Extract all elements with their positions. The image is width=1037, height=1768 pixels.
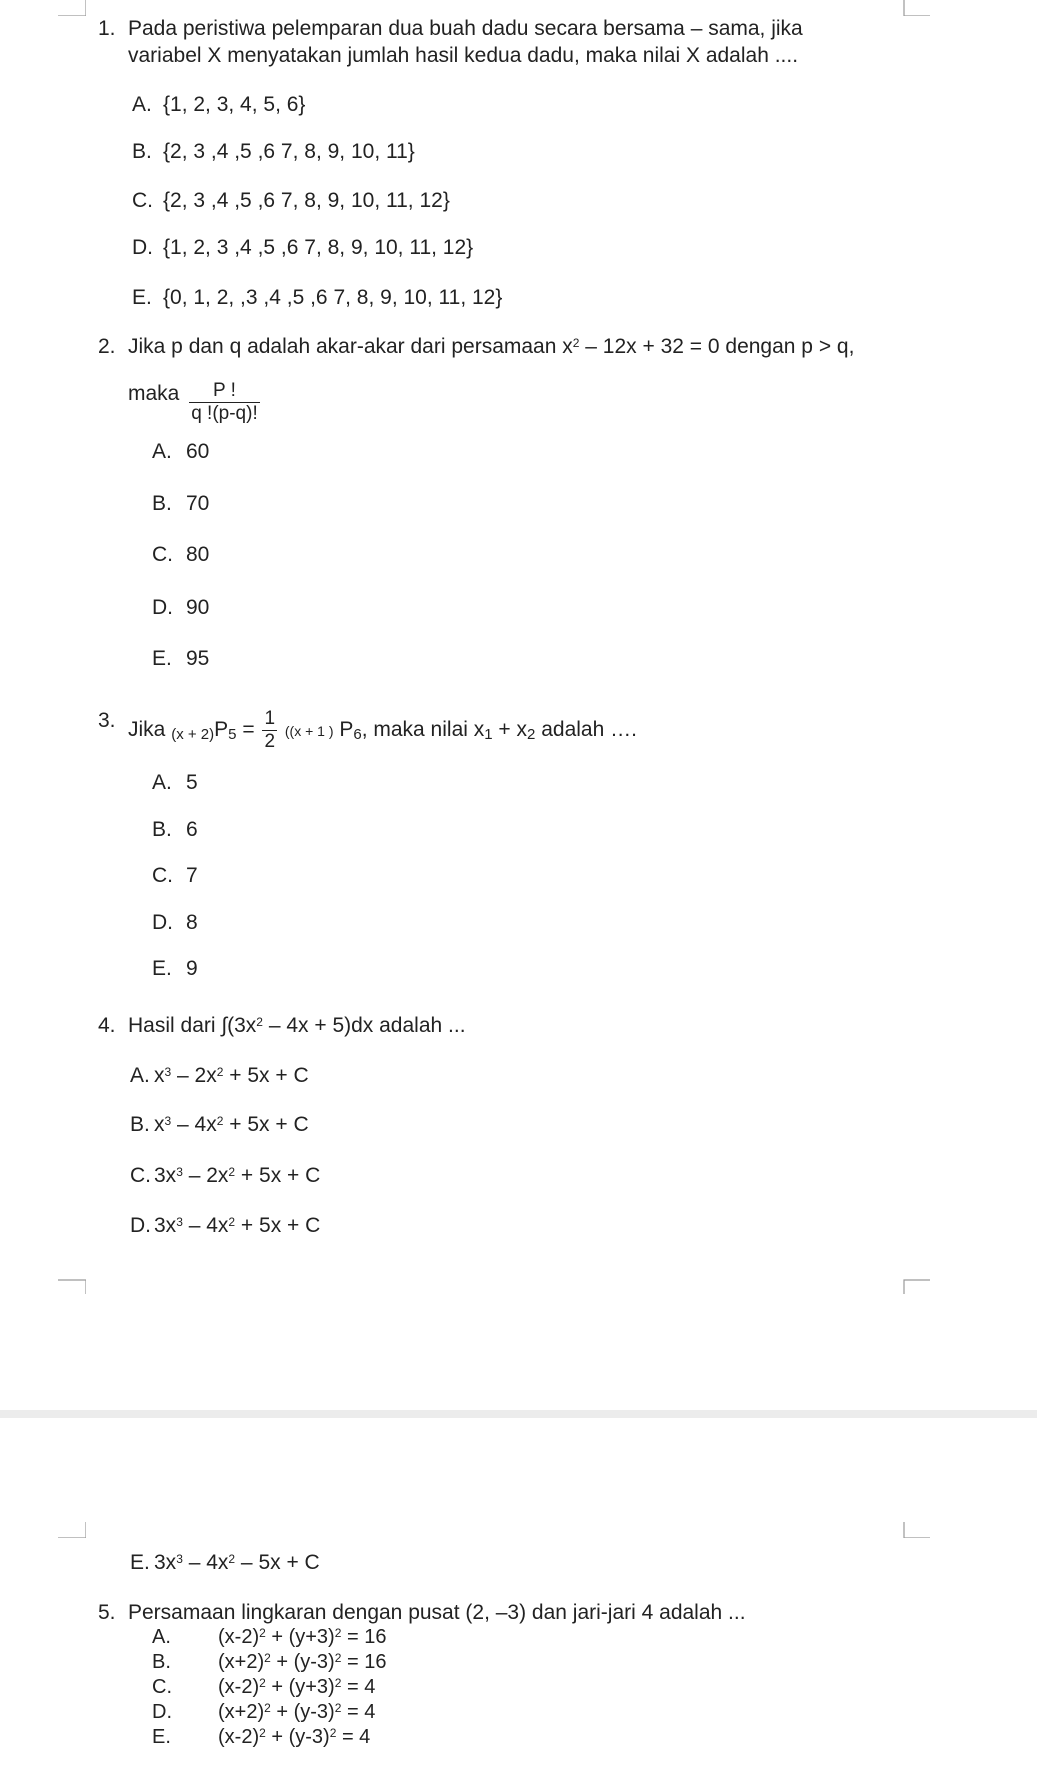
q5-text: Persamaan lingkaran dengan pusat (2, –3) dan jari-jari 4 adalah ...: [128, 1601, 746, 1624]
option-term-a: 3x: [154, 1214, 177, 1237]
q1-text-line2: variabel X menyatakan jumlah hasil kedua dadu, maka nilai X adalah ....: [128, 44, 799, 67]
option-label: D.: [152, 596, 173, 619]
option-exp-1: 2: [264, 1651, 271, 1665]
option-exp-2: 2: [334, 1626, 342, 1640]
option-term-a: 3x: [154, 1164, 177, 1187]
option-label: A.: [152, 771, 172, 794]
q5-option-c[interactable]: [152, 1676, 375, 1699]
option-text: {1, 2, 3, 4, 5, 6}: [163, 93, 306, 116]
crop-mark-top-left: [58, 1522, 86, 1538]
option-exp-2: 2: [334, 1651, 342, 1665]
q4-text-post: – 4x + 5)dx adalah ...: [262, 1014, 466, 1037]
q3-rest-post: adalah ….: [535, 718, 637, 742]
option-exp-2: 2: [334, 1701, 342, 1715]
crop-mark-top-right: [902, 1522, 930, 1538]
q3-number: 3.: [98, 709, 116, 732]
q3-sub-x-plus-1: ((x + 1 ): [284, 723, 334, 740]
option-label: C.: [152, 543, 173, 566]
q1-option-a[interactable]: [132, 92, 305, 118]
option-term-c: + 5x + C: [223, 1113, 309, 1136]
option-text: 9: [186, 957, 198, 980]
option-term-a: (x+2): [218, 1701, 265, 1723]
option-exp-1: 3: [164, 1065, 172, 1079]
page-separator: [0, 1410, 1037, 1418]
option-term-b: + (y+3): [265, 1676, 335, 1698]
crop-mark-top-left: [58, 0, 86, 16]
q3-option-c[interactable]: [152, 863, 198, 889]
q3-option-b[interactable]: [152, 817, 198, 843]
option-term-a: 3x: [154, 1551, 177, 1574]
document-page-2: [0, 1418, 1037, 1768]
option-text: 5: [186, 771, 198, 794]
q3-equals: =: [242, 718, 255, 742]
option-term-b: – 4x: [171, 1113, 217, 1136]
q1-text-line1: Pada peristiwa pelemparan dua buah dadu secara bersama – sama, jika: [128, 17, 803, 40]
crop-mark-bottom-right: [902, 1278, 930, 1294]
option-exp-2: 2: [228, 1165, 236, 1179]
q4-option-b[interactable]: [130, 1112, 309, 1138]
option-exp-2: 2: [228, 1552, 236, 1566]
q5-number: 5.: [98, 1601, 116, 1624]
option-text: {2, 3 ,4 ,5 ,6 7, 8, 9, 10, 11}: [163, 140, 415, 163]
option-term-b: + (y+3): [265, 1626, 335, 1648]
option-exp-1: 3: [176, 1165, 183, 1179]
option-term-c: + 5x + C: [223, 1064, 309, 1087]
q2-maka: maka: [128, 382, 180, 406]
option-label: C.: [132, 189, 153, 212]
option-term-a: x: [154, 1064, 165, 1087]
option-exp-1: 3: [176, 1552, 183, 1566]
option-term-a: (x-2): [218, 1726, 260, 1748]
q2-exponent: 2: [572, 336, 580, 350]
q3-sub-x-plus-2: (x + 2): [171, 726, 215, 744]
q3-sub-6: 6: [353, 726, 362, 744]
option-term-b: + (y-3): [265, 1726, 330, 1748]
option-term-c: = 16: [341, 1651, 387, 1673]
q2-text-line1: [128, 334, 854, 360]
q4-number: 4.: [98, 1014, 116, 1037]
q4-text: [128, 1013, 466, 1039]
q3-option-e[interactable]: [152, 956, 198, 982]
option-term-a: (x+2): [218, 1651, 265, 1673]
option-term-b: + (y-3): [270, 1651, 335, 1673]
q2-number: 2.: [98, 335, 116, 358]
option-text: 70: [186, 492, 210, 515]
q1-option-c[interactable]: [132, 188, 450, 214]
q3-option-a[interactable]: [152, 770, 198, 796]
q4-text-pre: Hasil dari ∫(3x: [128, 1014, 257, 1037]
option-label: A.: [130, 1064, 150, 1087]
q2-fraction-numerator: P !: [213, 380, 236, 401]
option-label: A.: [152, 1626, 171, 1648]
option-exp-1: 3: [176, 1215, 183, 1229]
option-label: D.: [130, 1214, 151, 1237]
option-label: E.: [152, 647, 172, 670]
option-text: 90: [186, 596, 210, 619]
q5-option-b[interactable]: [152, 1651, 386, 1674]
option-label: B.: [130, 1113, 150, 1136]
option-term-a: (x-2): [218, 1626, 260, 1648]
option-exp-1: 3: [164, 1114, 172, 1128]
option-label: E.: [132, 286, 152, 309]
q2-option-b[interactable]: [152, 491, 209, 517]
q4-option-d[interactable]: [130, 1213, 320, 1239]
option-label: A.: [152, 440, 172, 463]
q3-option-d[interactable]: [152, 910, 198, 936]
q4-exponent: 2: [256, 1015, 263, 1029]
option-label: E.: [152, 957, 172, 980]
option-term-c: + 5x + C: [235, 1164, 321, 1187]
option-exp-1: 2: [259, 1676, 266, 1690]
option-term-b: – 2x: [182, 1164, 229, 1187]
option-term-a: x: [154, 1113, 165, 1136]
q3-text: [128, 708, 637, 753]
option-term-a: (x-2): [218, 1676, 260, 1698]
q5-option-a[interactable]: [152, 1626, 386, 1649]
option-term-c: = 4: [336, 1726, 371, 1748]
option-label: D.: [152, 1701, 172, 1723]
option-term-b: – 4x: [182, 1214, 229, 1237]
option-label: E.: [152, 1726, 171, 1748]
q3-p2: P: [339, 718, 354, 742]
crop-mark-bottom-left: [58, 1278, 86, 1294]
option-term-b: + (y-3): [270, 1701, 335, 1723]
q2-option-e[interactable]: [152, 646, 209, 672]
option-text: 7: [186, 864, 198, 887]
option-text: 60: [186, 440, 210, 463]
q1-number: 1.: [98, 17, 116, 40]
q3-x1-sub: 1: [484, 726, 493, 744]
option-label: D.: [132, 236, 153, 259]
option-label: B.: [152, 818, 172, 841]
option-term-c: – 5x + C: [235, 1551, 320, 1574]
option-term-c: + 5x + C: [235, 1214, 321, 1237]
q4-option-e[interactable]: [130, 1550, 320, 1576]
crop-mark-top-right: [902, 0, 930, 16]
option-label: C.: [152, 864, 173, 887]
q2-text-pre: Jika p dan q adalah akar-akar dari persamaan x: [128, 335, 573, 358]
option-exp-2: 2: [216, 1114, 224, 1128]
option-exp-1: 2: [259, 1726, 266, 1740]
option-text: {1, 2, 3 ,4 ,5 ,6 7, 8, 9, 10, 11, 12}: [163, 236, 474, 259]
option-term-c: = 16: [341, 1626, 387, 1648]
q5-option-e[interactable]: [152, 1726, 370, 1749]
q2-text-post: – 12x + 32 = 0 dengan p > q,: [579, 335, 855, 358]
q4-option-c[interactable]: [130, 1163, 320, 1189]
q3-rest-pre: , maka nilai x: [361, 718, 485, 742]
option-label: C.: [152, 1676, 172, 1698]
q2-text-line2: [128, 372, 264, 424]
option-label: B.: [152, 492, 172, 515]
q3-half-fraction: [262, 708, 277, 753]
option-text: {0, 1, 2, ,3 ,4 ,5 ,6 7, 8, 9, 10, 11, 12}: [163, 286, 503, 309]
q2-fraction-denominator: q !(p-q)!: [191, 403, 258, 424]
option-exp-2: 2: [334, 1676, 342, 1690]
option-text: {2, 3 ,4 ,5 ,6 7, 8, 9, 10, 11, 12}: [163, 189, 450, 212]
q3-plus: + x: [492, 718, 528, 742]
option-label: A.: [132, 93, 152, 116]
q3-x2-sub: 2: [527, 726, 536, 744]
q4-option-a[interactable]: [130, 1063, 309, 1089]
option-text: 95: [186, 647, 210, 670]
option-term-b: – 4x: [182, 1551, 229, 1574]
q5-option-d[interactable]: [152, 1701, 375, 1724]
option-label: D.: [152, 911, 173, 934]
q2-fraction: [189, 380, 260, 425]
q3-half-numerator: 1: [264, 708, 276, 729]
option-text: 6: [186, 818, 198, 841]
option-label: E.: [130, 1551, 150, 1574]
q2-option-a[interactable]: [152, 439, 209, 465]
q2-option-c[interactable]: [152, 542, 209, 568]
option-term-c: = 4: [341, 1701, 376, 1723]
option-text: 80: [186, 543, 210, 566]
option-term-c: = 4: [341, 1676, 376, 1698]
q3-jika: Jika: [128, 718, 166, 742]
option-term-b: – 2x: [171, 1064, 217, 1087]
q3-sub-5: 5: [228, 726, 237, 744]
q3-p1: P: [214, 718, 229, 742]
option-exp-1: 2: [264, 1701, 271, 1715]
option-exp-1: 2: [259, 1626, 266, 1640]
option-exp-2: 2: [216, 1065, 224, 1079]
option-label: C.: [130, 1164, 151, 1187]
q3-half-denominator: 2: [264, 731, 276, 752]
q1-option-b[interactable]: [132, 139, 415, 165]
q1-option-e[interactable]: [132, 285, 502, 311]
q2-option-d[interactable]: [152, 595, 209, 621]
option-label: B.: [152, 1651, 171, 1673]
option-text: 8: [186, 911, 198, 934]
q1-option-d[interactable]: [132, 235, 473, 261]
option-exp-2: 2: [329, 1726, 337, 1740]
option-exp-2: 2: [228, 1215, 236, 1229]
option-label: B.: [132, 140, 152, 163]
